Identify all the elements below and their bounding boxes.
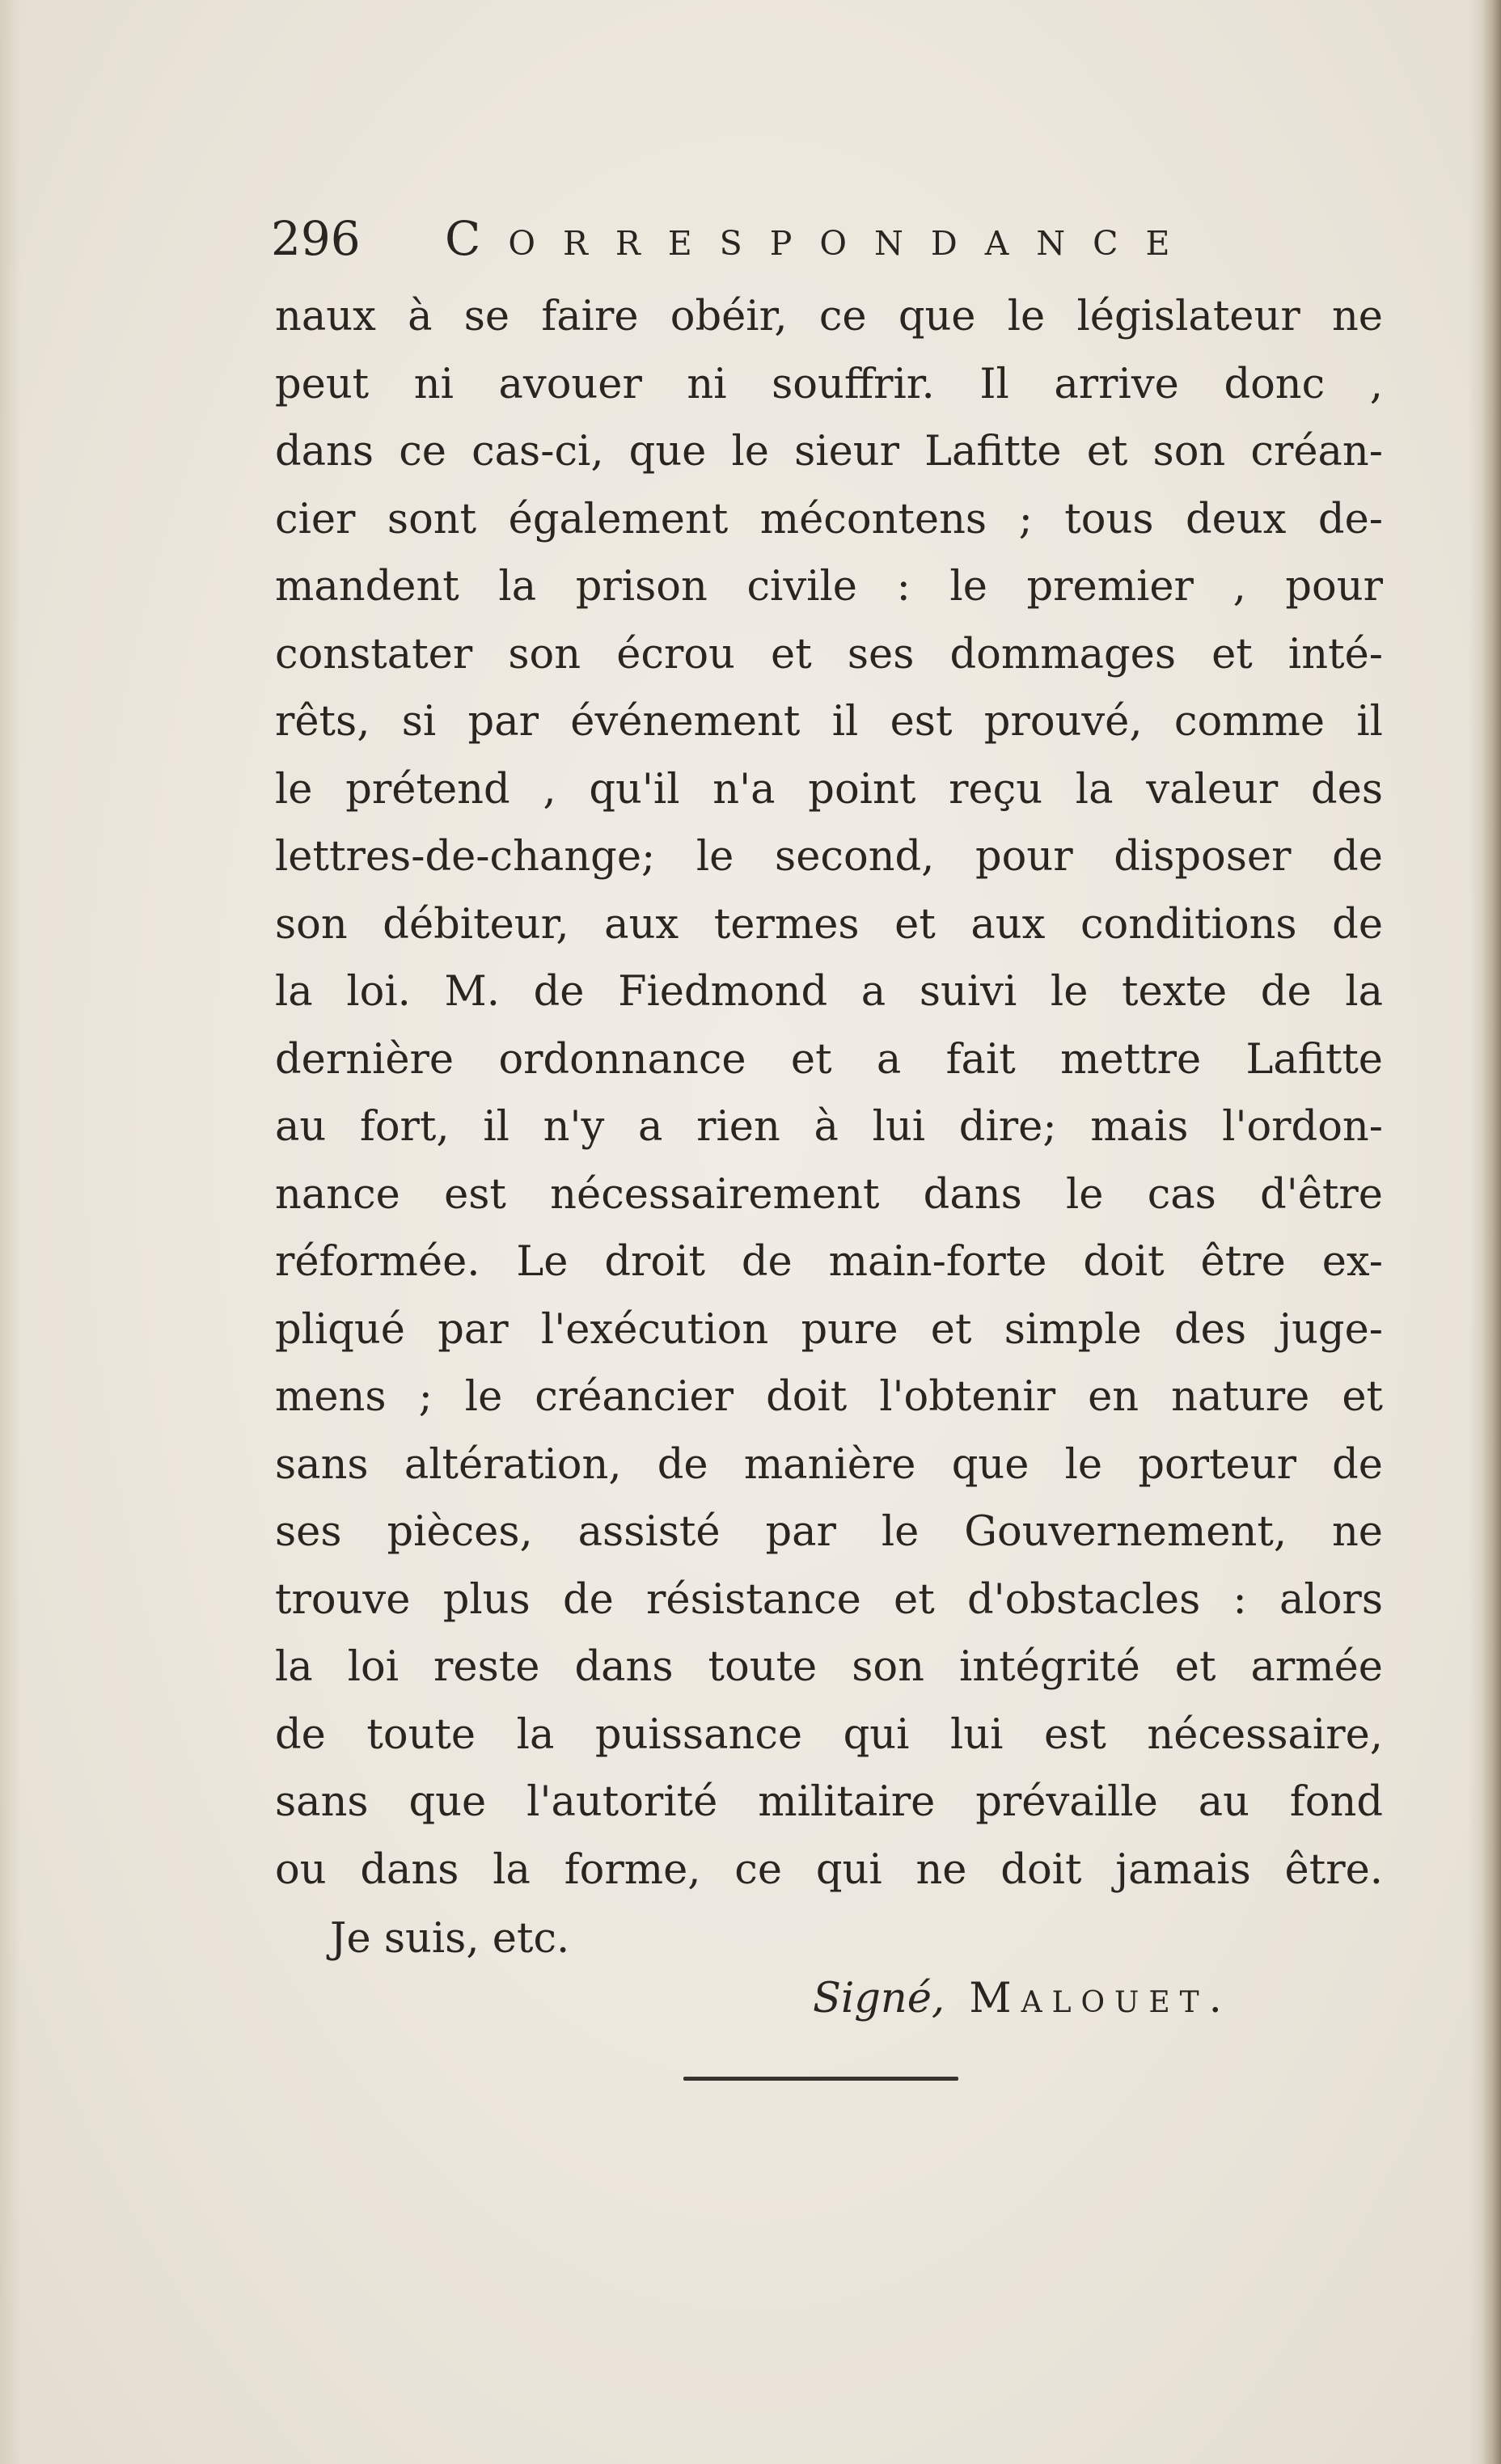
- text-line: naux à se faire obéir, ce que le législateur ne: [275, 293, 1383, 340]
- signature-label: Signé,: [813, 1975, 945, 2022]
- text-line: constater son écrou et ses dommages et inté-: [275, 630, 1383, 678]
- text-line: rêts, si par événement il est prouvé, comme il: [275, 698, 1383, 746]
- text-line: ou dans la forme, ce qui ne doit jamais être.: [275, 1845, 1383, 1894]
- text-line: peut ni avouer ni souffrir. Il arrive donc ,: [275, 360, 1383, 408]
- text-line: au fort, il n'y a rien à lui dire; mais l'ordon-: [275, 1103, 1383, 1151]
- text-line: son débiteur, aux termes et aux conditions de: [275, 900, 1383, 949]
- text-line: pliqué par l'exécution pure et simple des juge-: [275, 1305, 1383, 1354]
- text-line: cier sont également mécontens ; tous deux de-: [275, 495, 1383, 543]
- text-line: réformée. Le droit de main-forte doit être ex-: [275, 1238, 1383, 1286]
- text-line: la loi reste dans toute son intégrité et armée: [275, 1643, 1383, 1691]
- signature-line: [813, 1965, 1232, 2033]
- page-header: [271, 206, 1387, 271]
- section-divider: [683, 2077, 958, 2081]
- text-line: de toute la puissance qui lui est nécessaire,: [275, 1710, 1383, 1759]
- text-line: nance est nécessairement dans le cas d'être: [275, 1170, 1383, 1219]
- page-number: 296: [271, 211, 361, 266]
- text-line: sans altération, de manière que le porteur de: [275, 1440, 1383, 1489]
- text-line: dernière ordonnance et a fait mettre Lafitte: [275, 1035, 1383, 1084]
- signature-name: Malouet.: [969, 1975, 1232, 2022]
- text-line: mandent la prison civile : le premier , pour: [275, 563, 1383, 611]
- page-right-edge: [1469, 0, 1501, 2464]
- text-line: la loi. M. de Fiedmond a suivi le texte de la: [275, 968, 1383, 1016]
- letter-closing: Je suis, etc.: [330, 1915, 570, 1963]
- text-line: lettres-de-change; le second, pour disposer de: [275, 833, 1383, 881]
- text-line: dans ce cas-ci, que le sieur Lafitte et son créan-: [275, 428, 1383, 475]
- page-left-edge: [0, 0, 21, 2464]
- text-line: mens ; le créancier doit l'obtenir en nature et: [275, 1373, 1383, 1421]
- body-text: [275, 283, 1383, 1904]
- text-line: le prétend , qu'il n'a point reçu la valeur des: [275, 765, 1383, 814]
- text-line: trouve plus de résistance et d'obstacles : alors: [275, 1575, 1383, 1624]
- text-line: ses pièces, assisté par le Gouvernement, ne: [275, 1508, 1383, 1556]
- text-line: sans que l'autorité militaire prévaille au fond: [275, 1778, 1383, 1826]
- running-title: Correspondance: [445, 211, 1198, 266]
